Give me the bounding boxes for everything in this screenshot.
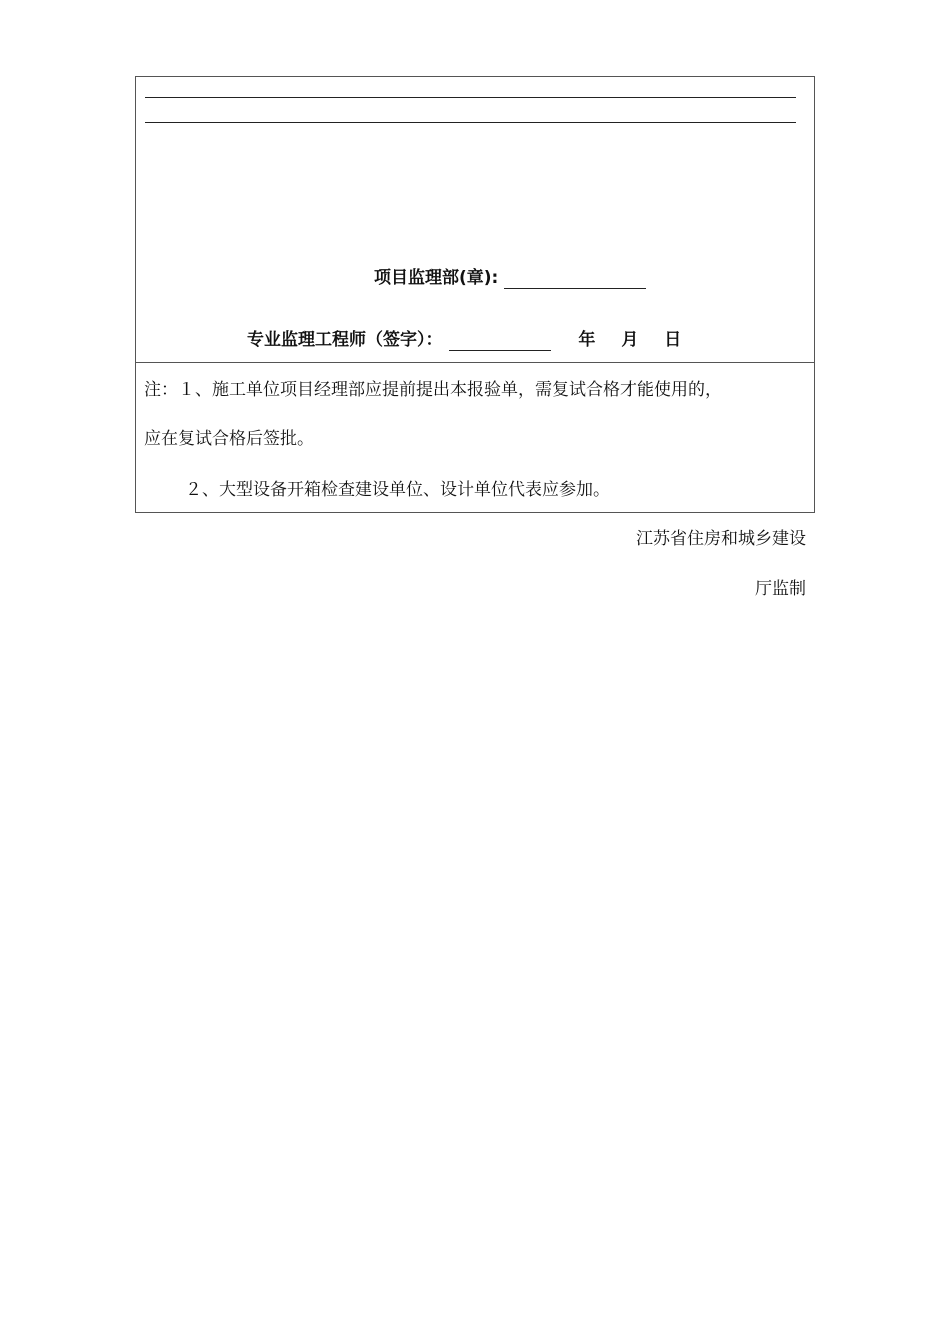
signature-date [578,329,701,351]
supervision-dept-stamp-row [374,267,646,289]
engineer-signature-row [247,329,701,351]
engineer-signature-blank[interactable] [449,330,551,351]
opinion-cell [136,77,814,363]
supervision-dept-stamp-blank[interactable] [504,268,646,289]
note-line-2: 应在复试合格后签批。 [144,429,314,449]
opinion-write-line [145,122,796,123]
issuer-line-2: 厅监制 [755,579,806,599]
opinion-write-line [145,97,796,98]
engineer-label: 专业监理工程师（签字）： [247,330,443,350]
date-month-label: 月 [621,330,639,350]
supervision-dept-label: 项目监理部(章): [374,268,499,288]
note-line-3: ２、大型设备开箱检查建设单位、设计单位代表应参加。 [185,480,610,500]
date-year-label: 年 [578,330,596,350]
note-line-1: 注：１、施工单位项目经理部应提前提出本报验单，需复试合格才能使用的， [144,380,722,400]
notes-cell [136,363,814,512]
inspection-form-table [135,76,815,513]
issuer-line-1: 江苏省住房和城乡建设 [636,529,806,549]
date-day-label: 日 [664,330,682,350]
